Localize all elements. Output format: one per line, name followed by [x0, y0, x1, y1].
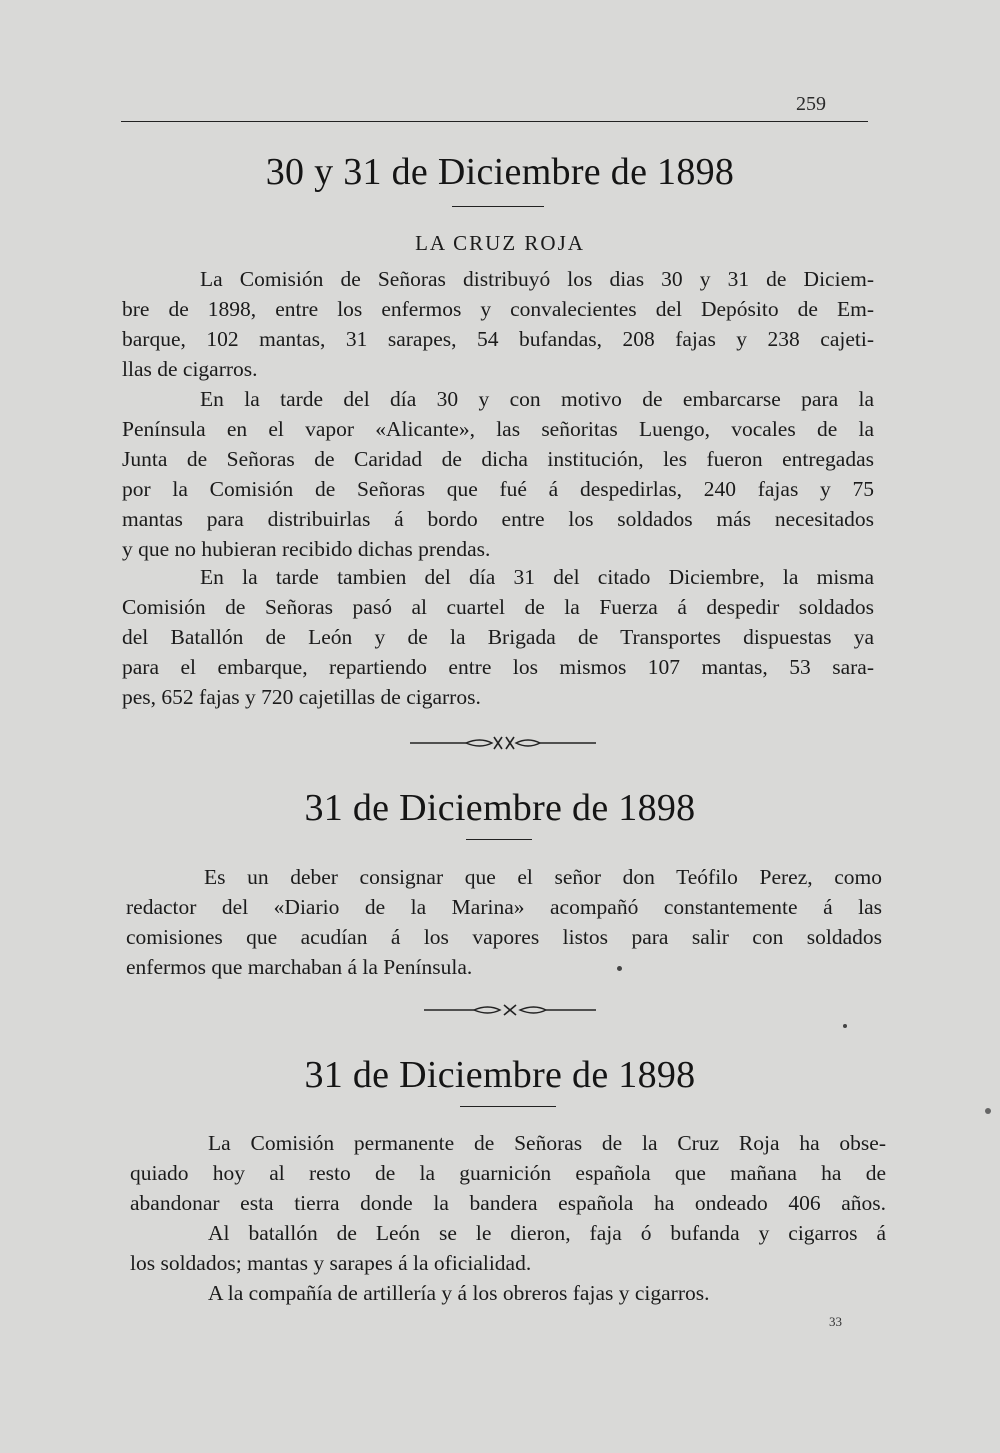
- text-line: para el embarque, repartiendo entre los mismos 107 mantas, 53 sara-: [122, 655, 874, 679]
- text-line: por la Comisión de Señoras que fué á despedirlas, 240 fajas y 75: [122, 477, 874, 501]
- text-line: quiado hoy al resto de la guarnición española que mañana ha de: [130, 1161, 886, 1185]
- text-line: enfermos que marchaban á la Península.: [126, 955, 473, 979]
- text-line: Es un deber consignar que el señor don Teófilo Perez, como: [204, 865, 882, 889]
- section-2-title-rule: [466, 839, 532, 840]
- section-3-paragraph-2: [130, 1218, 886, 1278]
- sheet-signature-mark: 33: [829, 1314, 842, 1329]
- section-3-title-rule: [460, 1106, 556, 1107]
- text-line: La Comisión de Señoras distribuyó los dias 30 y 31 de Diciem-: [200, 267, 874, 291]
- section-1-paragraph-1: [122, 264, 874, 384]
- section-3-paragraph-3: [130, 1278, 886, 1308]
- ink-speck: [985, 1108, 991, 1114]
- section-2-paragraph-1: [126, 862, 882, 982]
- text-line: redactor del «Diario de la Marina» acompañó constantemente á las: [126, 895, 882, 919]
- text-line: En la tarde tambien del día 31 del citado Diciembre, la misma: [200, 565, 874, 589]
- text-line: Comisión de Señoras pasó al cuartel de la Fuerza á despedir soldados: [122, 595, 874, 619]
- text-line: En la tarde del día 30 y con motivo de embarcarse para la: [200, 387, 874, 411]
- text-line: pes, 652 fajas y 720 cajetillas de cigarros.: [122, 685, 481, 709]
- text-line: y que no hubieran recibido dichas prendas.: [122, 537, 491, 561]
- text-line: barque, 102 mantas, 31 sarapes, 54 bufandas, 208 fajas y 238 cajeti-: [122, 327, 874, 351]
- text-line: La Comisión permanente de Señoras de la Cruz Roja ha obse-: [208, 1131, 886, 1155]
- section-1-title: 30 y 31 de Diciembre de 1898: [265, 151, 735, 193]
- page-number: 259: [796, 93, 826, 115]
- text-line: A la compañía de artillería y á los obreros fajas y cigarros.: [208, 1281, 710, 1305]
- section-1-paragraph-3: [122, 562, 874, 712]
- text-line: comisiones que acudían á los vapores listos para salir con soldados: [126, 925, 882, 949]
- text-line: del Batallón de León y de la Brigada de Transportes dispuestas ya: [122, 625, 874, 649]
- ornamental-divider-2: [424, 1001, 596, 1019]
- section-3-title: 31 de Diciembre de 1898: [304, 1054, 696, 1096]
- text-line: Al batallón de León se le dieron, faja ó bufanda y cigarros á: [208, 1221, 886, 1245]
- ink-speck: [617, 966, 622, 971]
- section-1-title-rule: [452, 206, 544, 207]
- text-line: Junta de Señoras de Caridad de dicha institución, les fueron entregadas: [122, 447, 874, 471]
- section-1-paragraph-2: [122, 384, 874, 564]
- text-line: mantas para distribuirlas á bordo entre los soldados más necesitados: [122, 507, 874, 531]
- ink-speck: [843, 1024, 847, 1028]
- ornamental-divider-1: [410, 734, 596, 752]
- text-line: Península en el vapor «Alicante», las señoritas Luengo, vocales de la: [122, 417, 874, 441]
- section-2-title: 31 de Diciembre de 1898: [304, 787, 696, 829]
- section-3-paragraph-1: [130, 1128, 886, 1218]
- section-1-subtitle: LA CRUZ ROJA: [415, 231, 585, 255]
- text-line: los soldados; mantas y sarapes á la oficialidad.: [130, 1251, 532, 1275]
- text-line: llas de cigarros.: [122, 357, 258, 381]
- header-rule: [121, 121, 868, 122]
- text-line: abandonar esta tierra donde la bandera española ha ondeado 406 años.: [130, 1191, 886, 1215]
- text-line: bre de 1898, entre los enfermos y convalecientes del Depósito de Em-: [122, 297, 874, 321]
